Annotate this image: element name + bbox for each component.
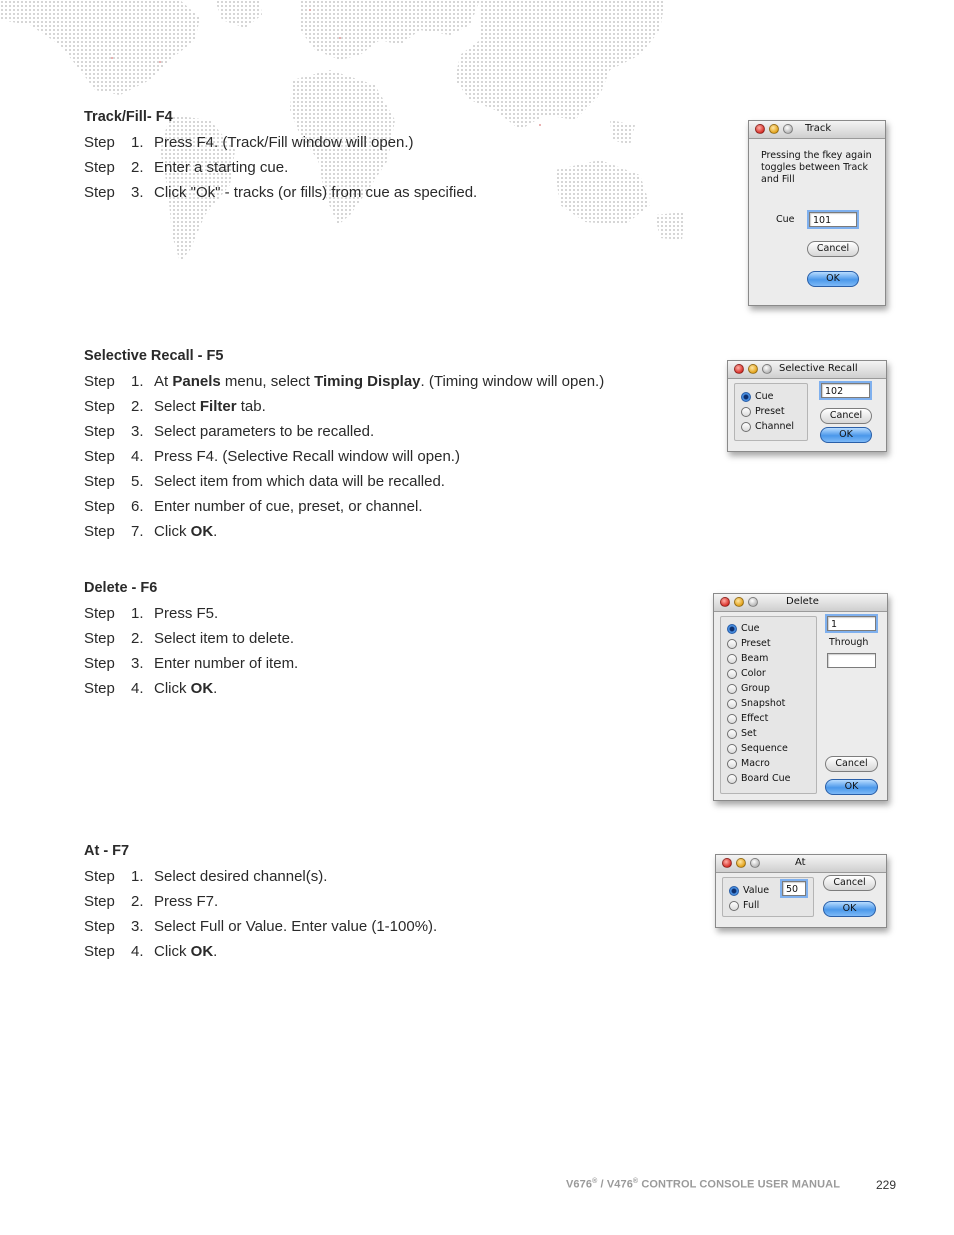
step-number: 3. (131, 423, 144, 440)
close-icon[interactable] (755, 124, 765, 134)
step-word: Step (84, 159, 115, 176)
delete-through-input[interactable] (827, 653, 876, 668)
step-text-part: . (Timing window will open.) (420, 373, 605, 390)
radio-snapshot[interactable] (727, 696, 785, 711)
step-row (84, 155, 477, 180)
title-bar[interactable] (716, 855, 886, 873)
radio-board-cue[interactable] (727, 771, 790, 786)
radio-label: Board Cue (741, 773, 791, 784)
step-text-part: Enter number of cue, preset, or channel. (154, 498, 423, 515)
step-row (84, 626, 298, 651)
step-number: 4. (131, 680, 144, 697)
step-row (84, 651, 298, 676)
step-text (154, 889, 218, 914)
step-number: 3. (131, 184, 144, 201)
step-number: 6. (131, 498, 144, 515)
radio-label: Macro (741, 758, 770, 769)
step-row (84, 444, 604, 469)
radio-beam[interactable] (727, 651, 768, 666)
step-row (84, 394, 604, 419)
step-text (154, 626, 294, 651)
radio-icon (727, 684, 737, 694)
step-word: Step (84, 655, 115, 672)
zoom-icon[interactable] (762, 364, 772, 374)
radio-sequence[interactable] (727, 741, 788, 756)
message-line: and Fill (761, 174, 795, 185)
step-row (84, 864, 437, 889)
step-text-part: Select parameters to be recalled. (154, 423, 375, 440)
minimize-icon[interactable] (748, 364, 758, 374)
ok-button[interactable]: OK (820, 427, 872, 443)
delete-dialog (713, 593, 888, 801)
radio-icon (727, 729, 737, 739)
close-icon[interactable] (734, 364, 744, 374)
radio-preset[interactable] (727, 636, 771, 651)
step-text-part: Press F7. (154, 893, 219, 910)
cancel-button[interactable]: Cancel (825, 756, 878, 772)
radio-label: Cue (755, 391, 774, 402)
step-text (154, 864, 327, 889)
step-emphasis: OK (190, 943, 214, 960)
step-word: Step (84, 398, 115, 415)
step-word: Step (84, 630, 115, 647)
dialog-title: Selective Recall (779, 363, 858, 374)
step-emphasis: OK (190, 680, 214, 697)
title-bar[interactable] (728, 361, 886, 379)
radio-channel[interactable] (741, 419, 794, 434)
radio-label: Full (743, 900, 760, 911)
step-text-part: menu, select (220, 373, 315, 390)
step-number: 1. (131, 605, 144, 622)
step-number: 2. (131, 630, 144, 647)
step-text-part: Enter number of item. (154, 655, 299, 672)
radio-label: Effect (741, 713, 769, 724)
step-text (154, 651, 298, 676)
step-row (84, 180, 477, 205)
radio-icon (727, 639, 737, 649)
title-bar[interactable] (714, 594, 887, 612)
radio-group[interactable] (727, 681, 770, 696)
step-number: 1. (131, 134, 144, 151)
radio-label: Sequence (741, 743, 788, 754)
step-number: 3. (131, 918, 144, 935)
message-line: Pressing the fkey again (761, 150, 872, 161)
step-word: Step (84, 943, 115, 960)
step-row (84, 889, 437, 914)
radio-color[interactable] (727, 666, 766, 681)
step-row (84, 914, 437, 939)
footer-model-b: V476 (606, 1178, 633, 1191)
radio-label: Preset (741, 638, 771, 649)
step-word: Step (84, 605, 115, 622)
section-title: Delete - F6 (84, 580, 158, 596)
step-emphasis: Timing Display (314, 373, 421, 390)
through-label: Through (829, 637, 869, 648)
zoom-icon[interactable] (748, 597, 758, 607)
step-row (84, 130, 477, 155)
step-emphasis: Panels (172, 373, 221, 390)
step-row (84, 369, 604, 394)
step-word: Step (84, 868, 115, 885)
radio-set[interactable] (727, 726, 757, 741)
step-text (154, 369, 604, 394)
radio-icon (729, 901, 739, 911)
section-selective-recall (84, 347, 604, 544)
dialog-message (761, 150, 872, 186)
step-text (154, 939, 217, 964)
step-number: 3. (131, 655, 144, 672)
radio-label: Value (743, 885, 770, 896)
radio-cue[interactable] (741, 389, 774, 404)
step-row (84, 601, 298, 626)
step-text (154, 180, 477, 205)
dialog-title: Track (805, 123, 832, 134)
radio-cue[interactable] (727, 621, 760, 636)
step-number: 1. (131, 373, 144, 390)
section-delete (84, 579, 298, 701)
footer-manual-title: CONTROL CONSOLE USER MANUAL (638, 1178, 841, 1191)
step-text-part: tab. (236, 398, 266, 415)
dialog-title: Delete (786, 596, 819, 607)
delete-from-input[interactable]: 1 (827, 616, 876, 631)
recall-type-group (734, 383, 808, 441)
step-text-part: . (213, 523, 218, 540)
step-text (154, 469, 445, 494)
step-row (84, 469, 604, 494)
radio-macro[interactable] (727, 756, 770, 771)
step-word: Step (84, 498, 115, 515)
close-icon[interactable] (720, 597, 730, 607)
step-text-part: Select desired channel(s). (154, 868, 328, 885)
footer-model-a: V676 (566, 1178, 593, 1191)
step-text-part: Enter a starting cue. (154, 159, 289, 176)
radio-icon (727, 699, 737, 709)
step-word: Step (84, 523, 115, 540)
step-emphasis: OK (190, 523, 214, 540)
delete-type-group (720, 616, 817, 794)
at-value-input[interactable]: 50 (782, 881, 806, 896)
title-bar[interactable] (749, 121, 885, 139)
radio-preset[interactable] (741, 404, 785, 419)
section-track-fill (84, 108, 477, 205)
ok-button[interactable]: OK (807, 271, 859, 287)
step-text-part: Select (154, 398, 200, 415)
step-word: Step (84, 473, 115, 490)
cancel-button[interactable]: Cancel (807, 241, 859, 257)
step-text (154, 444, 460, 469)
radio-label: Cue (741, 623, 760, 634)
radio-icon (727, 669, 737, 679)
minimize-icon[interactable] (734, 597, 744, 607)
step-number: 1. (131, 868, 144, 885)
step-text-part: Press F4. (Track/Fill window will open.) (154, 134, 414, 151)
radio-label: Group (741, 683, 770, 694)
step-text-part: . (213, 680, 218, 697)
step-text-part: Click "Ok" - tracks (or fills) from cue as specified. (154, 184, 478, 201)
radio-icon (741, 422, 751, 432)
radio-icon (741, 407, 751, 417)
cue-input[interactable]: 101 (809, 212, 857, 227)
step-word: Step (84, 448, 115, 465)
step-text (154, 419, 374, 444)
step-text-part: Press F4. (Selective Recall window will open.) (154, 448, 460, 465)
ok-button[interactable]: OK (823, 901, 876, 917)
cancel-button[interactable]: Cancel (823, 875, 876, 891)
radio-value[interactable] (729, 883, 769, 898)
step-text (154, 130, 414, 155)
step-text (154, 519, 217, 544)
cue-label: Cue (776, 214, 795, 225)
section-title: At - F7 (84, 843, 130, 859)
radio-selected-icon (741, 392, 751, 402)
radio-label: Channel (755, 421, 795, 432)
radio-label: Snapshot (741, 698, 786, 709)
step-text-part: Press F5. (154, 605, 219, 622)
step-number: 4. (131, 943, 144, 960)
step-number: 7. (131, 523, 144, 540)
step-number: 4. (131, 448, 144, 465)
zoom-icon[interactable] (783, 124, 793, 134)
track-dialog (748, 120, 886, 306)
step-text-part: Click (154, 943, 191, 960)
section-title: Track/Fill- F4 (84, 109, 173, 125)
step-text (154, 601, 218, 626)
step-text-part: At (154, 373, 173, 390)
step-word: Step (84, 373, 115, 390)
step-number: 2. (131, 398, 144, 415)
step-number: 2. (131, 893, 144, 910)
radio-icon (727, 654, 737, 664)
minimize-icon[interactable] (769, 124, 779, 134)
step-row (84, 676, 298, 701)
cancel-button[interactable]: Cancel (820, 408, 872, 424)
zoom-icon[interactable] (750, 858, 760, 868)
recall-number-input[interactable]: 102 (821, 383, 870, 398)
radio-label: Beam (741, 653, 769, 664)
radio-label: Preset (755, 406, 785, 417)
step-emphasis: Filter (199, 398, 237, 415)
section-title: Selective Recall - F5 (84, 348, 224, 364)
radio-label: Set (741, 728, 757, 739)
radio-icon (727, 774, 737, 784)
radio-icon (727, 714, 737, 724)
registered-mark: ® (632, 1178, 639, 1185)
step-text (154, 155, 288, 180)
step-row (84, 419, 604, 444)
step-row (84, 494, 604, 519)
step-word: Step (84, 423, 115, 440)
step-text (154, 494, 422, 519)
step-number: 5. (131, 473, 144, 490)
step-number: 2. (131, 159, 144, 176)
radio-icon (727, 744, 737, 754)
step-word: Step (84, 134, 115, 151)
radio-icon (727, 759, 737, 769)
radio-selected-icon (729, 886, 739, 896)
dialog-title: At (795, 857, 806, 868)
footer-separator: / (597, 1178, 607, 1191)
at-dialog (715, 854, 887, 928)
radio-label: Color (741, 668, 766, 679)
step-text-part: Click (154, 680, 191, 697)
page-number: 229 (876, 1178, 897, 1192)
message-line: toggles between Track (761, 162, 869, 173)
registered-mark: ® (592, 1178, 598, 1185)
radio-full[interactable] (729, 898, 759, 913)
radio-effect[interactable] (727, 711, 768, 726)
step-text-part: Click (154, 523, 191, 540)
step-row (84, 939, 437, 964)
radio-selected-icon (727, 624, 737, 634)
step-text (154, 394, 266, 419)
step-text (154, 676, 217, 701)
step-text-part: Select item to delete. (154, 630, 295, 647)
section-at (84, 842, 437, 964)
ok-button[interactable]: OK (825, 779, 878, 795)
step-text (154, 914, 437, 939)
selective-recall-dialog (727, 360, 887, 452)
minimize-icon[interactable] (736, 858, 746, 868)
step-word: Step (84, 893, 115, 910)
page-footer (566, 1178, 840, 1191)
step-text-part: . (213, 943, 218, 960)
close-icon[interactable] (722, 858, 732, 868)
step-text-part: Select Full or Value. Enter value (1-100%). (154, 918, 438, 935)
step-word: Step (84, 680, 115, 697)
step-word: Step (84, 184, 115, 201)
step-text-part: Select item from which data will be recalled. (154, 473, 445, 490)
step-row (84, 519, 604, 544)
step-word: Step (84, 918, 115, 935)
